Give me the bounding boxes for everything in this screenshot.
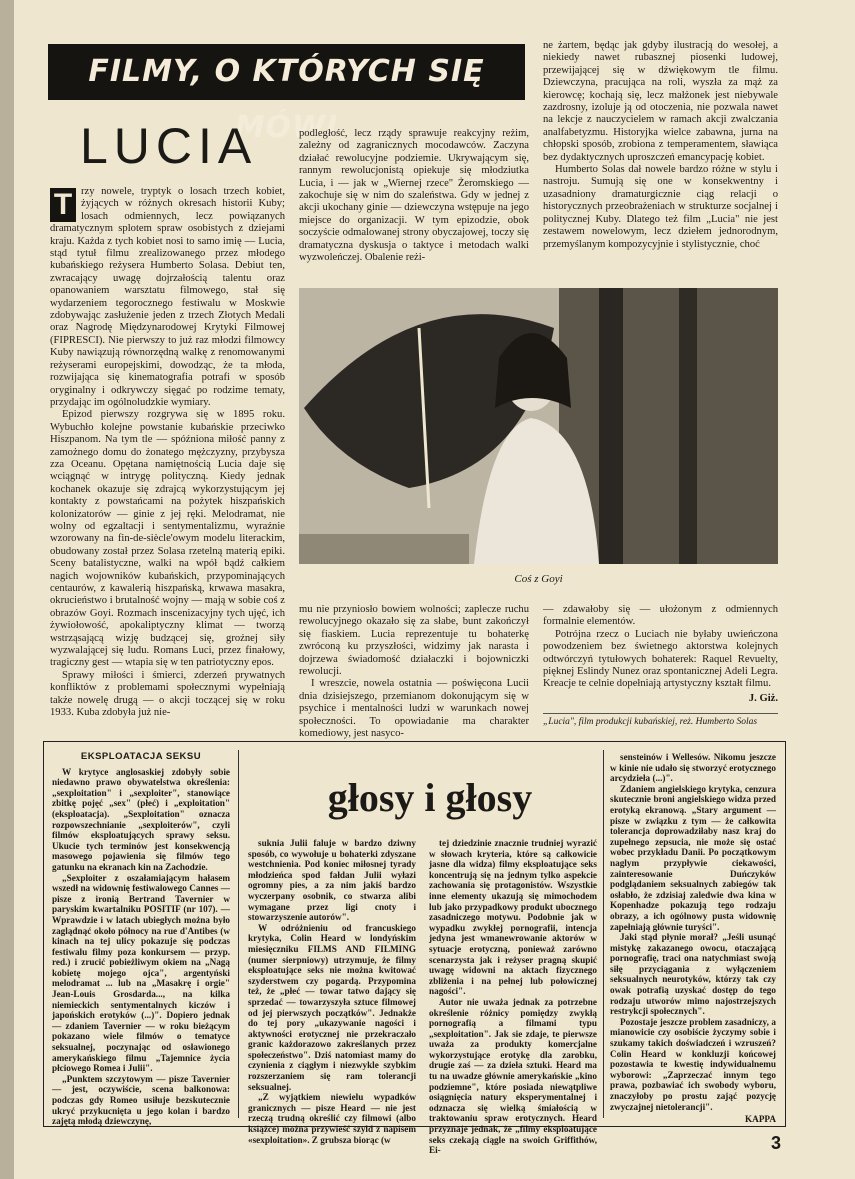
glosy-paragraph: sensteinów i Wellesów. Nikomu jeszcze w kinie nie udało się stworzyć erotycznego arcydzieła (...)". [610, 752, 776, 784]
tree-trunk [679, 288, 697, 564]
article-paragraph: ne żartem, będąc jak gdyby ilustracją do wesołej, a niekiedy nawet rubasznej piosenki ludowej, przewijającej się w dźwiękowym tle filmu. Dziewczyna, pracująca na roli, wyszła za mąż za kierowcę; kochają się, lecz małżonek jest niebywale zazdrosny, izoluje ją od otoczenia, nie pozwala nawet na lekcje z nauczycielem w ramach akcji zwalczania analfabetyzmu. Historyjka wielce zabawna, jurna na chłopski sposób, zrobiona z temperamentem, sławiąca bez dydaktycznych uproszczeń emancypację kobiet. [543, 40, 778, 163]
glosy-column-2 [248, 838, 416, 1145]
glosy-column-3 [429, 838, 597, 1156]
glosy-paragraph: „Sexploiter z oszałamiającym hałasem wszedł na widownię festiwalowego Cannes — pisze z ironią Bertrand Tavernier w paryskim kwartalniku POSITIF (nr 107). — Wprawdzie i w latach ubiegłych można było zaglądnąć około północy na rue d'Antibes (w kinach na tej ulicy pokazuje się podczas festiwalu filmy poza konkursem — przyp. red.) i zrucić pobieżliwym okiem na „Nagą kobietę mojego ojca", argentyński melodramat ... lub na „Masakrę i orgie" Jean-Louis Grosdarda..., na kilka niemieckich sentymentalnych kiczów i japońskich erotyków (...)". Dopiero jednak — zdaniem Tavernier — w roku bieżącym pokazano wiele filmów o tematyce seksualnej, poczynając od osławionego amerykańskiego filmu „Tajemnice życia płciowego Romea i Julii". [52, 872, 230, 1074]
glosy-column-4 [610, 752, 776, 1125]
article-paragraph: Epizod pierwszy rozgrywa się w 1895 roku. Wybuchło kolejne powstanie kubańskie przeciwko Hiszpanom. Na tym tle — spóźniona miłość panny z zamożnego domu do żonatego mężczyzny, przybysza zza Oceanu. Opętana namiętnością Lucia daje się wciągnąć w intrygę polityczną. Kiedy jednak kochanek okazuje się zdrajcą wykorzystującym jej kontakty z powstańcami na pożytek hiszpańskich kolonizatorów — ginie z jej ręki. Melodramat, nie wolny od egzaltacji i sentymentalizmu, wyraźnie wzorowany na fin-de-siècle'owym modelu literackim, obudowany został przez Solasa rzetelną materią epiki. Sceny batalistyczne, walki na wpół bądź całkiem nagich wojowników kubańskich, przypominających centaurów, z kawalerią hiszpańską, krwawa masakra, okrucieństwo i brutalność wojny — mają w sobie coś z obrazów Goyi. Rozmach inscenizacyjny tych ujęć, ich żywiołowość, apokaliptyczny klimat — tworzą wstrząsającą wizję budzącej się, groźnej siły wyzwalającej się ludu. Romans Luci, przez finałowy, tragiczny gest — wtapia się w ten patriotyczny epos. [50, 409, 285, 669]
article-column-3-bottom [543, 604, 778, 728]
article-column-2-top [299, 128, 529, 264]
column-rule [238, 750, 239, 1118]
article-paragraph: mu nie przyniosło bowiem wolności; zaplecze ruchu rewolucyjnego okazało się za słabe, bunt zakończył się fiaskiem. Lucia reprezentuje tu bohaterkę zwróconą ku przyszłości, widzimy jak narasta i dojrzewa świadomość działaczki i bojowniczki rewolucji. [299, 604, 529, 678]
film-credit: „Lucia", film produkcji kubańskiej, reż. Humberto Solas [543, 713, 778, 728]
article-paragraph: Potrójna rzecz o Luciach nie byłaby uwieńczona powodzeniem bez świetnego aktorstwa kolejnych odtwórczyń tytułowych bohaterek: Raquel Revuelty, pięknej Eslindy Nunez oraz spontanicznej Adeli Legra. Kreacje te celnie dopełniają artystyczny kształt filmu. [543, 628, 778, 690]
kappa-signature: KAPPA [745, 1114, 776, 1125]
glosy-paragraph: suknia Julii faluje w bardzo dziwny sposób, co wywołuje u bohaterki zdyszane westchnienia. Pod koniec miłosnej tyrady młodzieńca spod fałdan Julii wyłazi ogromny pies, a za nim jakiś bardzo wyczerpany osobnik, co stwarza alibi wymagane przez ligi cnoty i stowarzyszenie autorów". [248, 838, 416, 923]
fence [299, 534, 469, 564]
article-paragraph: Humberto Solas dał nowele bardzo różne w stylu i nastroju. Sumują się one w konsekwentny i uzasadniony dramaturgicznie ciąg relacji o historycznych przeobrażeniach w strukturze socjalnej i politycznej Kuby. Dlatego też film „Lucia" nie jest zestawem nowelowym, lecz dziełem jednorodnym, przemyślanym kompozycyjnie i stylistycznie, choć [543, 164, 778, 250]
film-still-illustration [299, 288, 778, 564]
article-paragraph: T rzy nowele, tryptyk o losach trzech kobiet, żyjących w różnych okresach historii Kuby; losach odmiennych, lecz powiązanych dramatycznym splotem spraw osobistych z dziejami kraju. Każda z tych kobiet nosi to samo imię — Lucia, stąd tytuł filmu zrealizowanego przez młodego kubańskiego reżysera Humberto Solasa. Debiut ten, zwracający uwagę dojrzałością talentu oraz opanowaniem warsztatu filmowego, stał się wydarzeniem tegorocznego festiwalu w Moskwie zdobywając zasłużenie jeden z trzech Złotych Medali oraz Nagrodę Międzynarodowej Krytyki Filmowej (FIPRESCI). Nie pierwszy to już raz młodzi filmowcy Kuby nawiązują równorzędną walkę z renomowanymi reżyserami europejskimi, dowodząc, że ta młoda, rozwijająca się kinematografia potrafi w sposób oryginalny i odkrywczy sięgać po rodzime tematy, przydając im ogólnoludzkie wymiary. [50, 186, 285, 408]
glosy-paragraph: „Punktem szczytowym — pisze Tavernier — jest, oczywiście, scena balkonowa: podczas gdy Romeo usiłuje bezskutecznie ukryć przykucnięta u jego kolan i bardzo zajętą młodą dziewczynę, [52, 1073, 230, 1127]
glosy-paragraph: Zdaniem angielskiego krytyka, cenzura skutecznie broni angielskiego widza przed erotyką ekranową. „Stary argument — pisze w związku z tym — że całkowita tolerancja doprowadziłaby nasz kraj do zupełnego zepsucia, nie może się ostać wobec przykładu Danii. Po początkowym naglym przypływie ciekawości, zainteresowanie Duńczyków podglądaniem seksualnych zabiegów tak osłabło, że zdzisiaj zaledwie dwa kina w Kopenhadze pokazują tego rodzaju obrazy, a ich ogólnowy pusta widownię zapełniają głównie turyści". [610, 783, 776, 932]
glosy-paragraph: Autor nie uważa jednak za potrzebne określenie różnicy pomiędzy zwykłą pornografią a filmami typu „sexploitation". Jak sie zdaje, te pierwsze uważa za produkty komercjalne wykorzystujące erotykę dla zarobku, drugie zaś — za dzieła sztuki. Heard ma tu na uwadze głównie amerykańskie „kino podziemne", które posiada niewątpliwe osiągnięcia natury eksperymentalnej i odznacza się wielką śmiałością w traktowaniu spraw erotycznych. Heard przyznaje jednak, że „filmy eksploatujące seks czekają ciągle na swoich Griffithów, Ei- [429, 996, 597, 1156]
tree-trunk [599, 288, 623, 564]
glosy-paragraph: tej dziedzinie znacznie trudniej wyrazić w słowach kryteria, które są całkowicie jasne dla widza) filmy eksploatujące seks koncentrują się na jednym tylko aspekcie zachowania się protagonistów. Wszystkie inne elementy ukazują się mimochodem lub jako przypadkowy produkt ubocznego zasadniczego motywu. Podobnie jak w wypadku zwykłej pornografii, intencja jedyna jest wmanewrowanie aktorów w sytuacje erotyczną, ponieważ zarówno scenarzysta jak i reżyser pragną skupić uwagę widowni na aktach fizycznego zbliżenia i na pełnej lub połowicznej nagości". [429, 838, 597, 997]
glosy-paragraph: W krytyce anglosaskiej zdobyły sobie niedawno prawo obywatelstwa określenia: „sexploitation" i „sexploiter", stanowiące zbitkę pojęć „sex" (płeć) i „exploitation" (eksploatacja). „Sexploitation" oznacza rozpowszechnianie „sexploiterów", czyli filmów eksploatujących sprawy seksu. Ukucie tych terminów jest konsekwencją masowego pojawienia się filmów tego gatunku na ekranach kin na Zachodzie. [52, 766, 230, 872]
glosy-paragraph: Pozostaje jeszcze problem zasadniczy, a mianowicie czy osobiście życzymy sobie i szukamy takich doświadczeń i wzruszeń? Colin Heard w konkluzji końcowej pozostawia te kwestię indywidualnemu wyborowi: „Zaprzeczać innym tego prawa, pozbawiać ich swobody wyboru, znaczyłoby po prostu zająć pozycję zwyczajnej nietolerancji". [610, 1016, 776, 1112]
glosy-paragraph: „Z wyjątkiem niewielu wypadków granicznych — pisze Heard — nie jest rzeczą trudną określić czy filmowi (albo książce) można przywieść szyld z napisem «sexploitation». Z grubsza biorąc (w [248, 1092, 416, 1145]
column-rule [603, 750, 604, 1118]
photo-caption: Coś z Goyi [514, 573, 563, 585]
article-paragraph: podległość, lecz rządy sprawuje reakcyjny reżim, zależny od zagranicznych mocodawców. Zaczyna działać rewolucyjne podziemie. Ukrywającym się, rannym rewolucjonistą opiekuje się młodziutka Lucia, i — jak w „Wiernej rzece" Żeromskiego — zakochuje się w nim do szaleństwa. Gdy w jednej z akcji ukochany ginie — dziewczyna wstępuje na jego miejsce do organizacji. W tym epizodzie, obok soczyście odmalowanej strony obyczajowej, toczy się dramatyczna dyskusja o taktyce i metodach walki wyzwoleńczej. Obalenie reżi- [299, 128, 529, 264]
article-column-3-top [543, 40, 778, 251]
glosy-subtitle: EKSPLOATACJA SEKSU [80, 751, 202, 762]
film-still-photo [299, 288, 778, 564]
glosy-column-1 [52, 752, 230, 1127]
page-number: 3 [771, 1133, 782, 1153]
article-title: LUCIA [80, 118, 258, 174]
section-banner: FILMY, O KTÓRYCH SIĘ MÓWI [48, 44, 525, 100]
glosy-paragraph: Jaki stąd płynie morał? „Jeśli usunąć mistykę zakazanego owocu, otaczającą pornografię, traci ona natychmiast swoją siłę przyciągania z wyłączeniem seksualnych neurotyków, którzy tak czy owak potrafią uzyskać dostęp do tego rodzaju utworów mimo najostrzejszych restrykcji społecznych". [610, 932, 776, 1017]
glosy-title: głosy i głosy [327, 775, 533, 820]
author-signature: J. Giż. [748, 692, 778, 704]
article-paragraph: I wreszcie, nowela ostatnia — poświęcona Lucii dnia dzisiejszego, przemianom dokonującym się w psychice i mentalności ludzi w warunkach nowej społeczności. To opowiadanie ma charakter komediowy, jest nasyco- [299, 678, 529, 740]
page-spine [0, 0, 14, 1179]
article-column-1 [50, 186, 285, 719]
drop-cap: T [50, 188, 76, 222]
glosy-paragraph: W odróżnieniu od francuskiego krytyka, Colin Heard w londyńskim miesięczniku FILMS AND FILMING (numer sierpniowy) utrzymuje, że filmy eksploatujące seks nie można kwitować szyderstwem czy pogardą. Przypomina też, że „płeć — towar tatwo dający się sprzedać — towarzyszyła sztuce filmowej od jej pierwszych początków". Jednakże do tej pory „ukazywanie nagości i aktywności erotycznej nie przekraczało granic każdorazowo zakreślanych przez społeczeństwo". Dziś natomiast mamy do czynienia z ciągłym i niezwykle szybkim rozszerzaniem się ram tolerancji seksualnej. [248, 922, 416, 1092]
article-paragraph: Sprawy miłości i śmierci, zderzeń prywatnych konfliktów z problemami społecznymi wypełniają także nowelę drugą — o akcji toczącej się w roku 1933. Kuba zdobyła już nie- [50, 669, 285, 719]
article-paragraph: — zdawałoby się — ułożonym z odmiennych formalnie elementów. [543, 604, 778, 628]
article-column-2-bottom [299, 604, 529, 740]
